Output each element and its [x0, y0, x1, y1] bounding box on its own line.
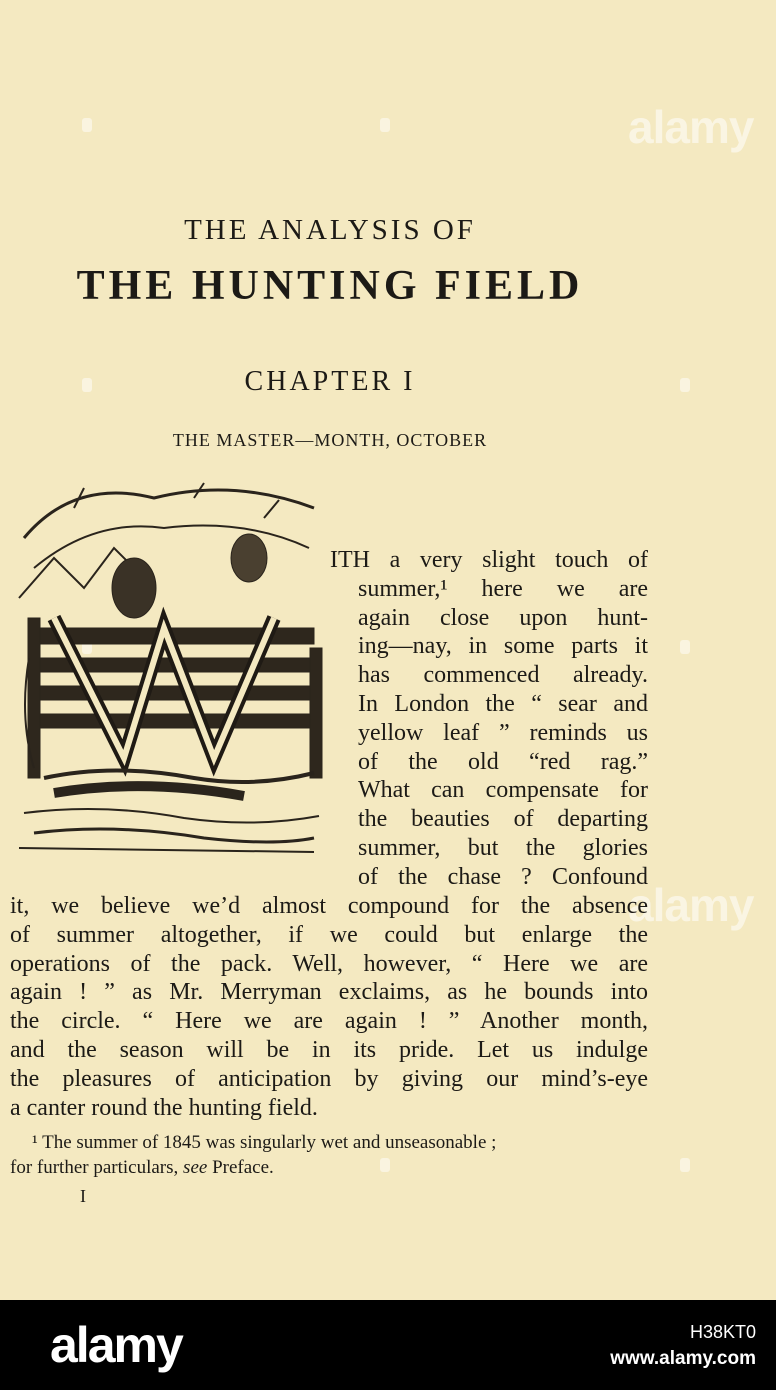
watermark-dot [680, 640, 690, 654]
body-line: has commenced already. [358, 662, 648, 689]
body-line: and the season will be in its pride. Let us indulge [10, 1037, 648, 1063]
watermark-dot [680, 1158, 690, 1172]
image-id: H38KT0 [689, 1322, 756, 1342]
body-line: ing—nay, in some parts it [358, 633, 648, 660]
body-line: ITH a very slight touch of [330, 547, 648, 573]
watermark-dot [380, 118, 390, 132]
body-line: operations of the pack. Well, however, “ Here we are [10, 950, 648, 977]
body-line: of the old “red rag.” [358, 748, 648, 775]
body-line: summer, but the glories [358, 835, 648, 861]
watermark-logo: alamy [628, 101, 754, 153]
body-line: In London the “ sear and [358, 691, 648, 717]
body-line: again ! ” as Mr. Merryman exclaims, as he bounds into [10, 979, 648, 1006]
body-line: a canter round the hunting field. [10, 1094, 318, 1121]
watermark-dot [82, 118, 92, 132]
footnote-emphasis: see [183, 1157, 208, 1178]
book-title: THE HUNTING FIELD [76, 263, 584, 309]
body-line: it, we believe we’d almost compound for the absence [10, 893, 648, 919]
footnote-line-1: ¹ The summer of 1845 was singularly wet and unseasonable ; [32, 1132, 497, 1153]
body-line: of the chase ? Confound [358, 863, 648, 890]
watermark-logo: alamy [628, 879, 754, 931]
watermark-dot [380, 1158, 390, 1172]
footnote-text: Preface. [207, 1157, 274, 1178]
chapter-heading: CHAPTER I [244, 366, 416, 397]
body-line: the pleasures of anticipation by giving our mind’s-eye [10, 1065, 648, 1092]
chapter-subtitle: THE MASTER—MONTH, OCTOBER [172, 430, 488, 450]
page-number: I [80, 1186, 86, 1206]
book-supertitle: THE ANALYSIS OF [184, 214, 476, 246]
body-line: yellow leaf ” reminds us [358, 719, 648, 746]
watermark-dot [680, 378, 690, 392]
footnote-line-2 [10, 1157, 274, 1179]
body-line: What can compensate for [358, 777, 648, 804]
body-line: the beauties of departing [358, 806, 648, 833]
footnote-text: for further particulars, [10, 1157, 184, 1178]
body-line: summer,¹ here we are [358, 575, 648, 602]
watermark-url: www.alamy.com [610, 1348, 756, 1369]
body-line: the circle. “ Here we are again ! ” Another month, [10, 1008, 648, 1035]
footer-logo: alamy [50, 1317, 182, 1373]
drop-cap-illustration [14, 478, 326, 862]
body-line: of summer altogether, if we could but enlarge the [10, 921, 648, 948]
body-line: again close upon hunt- [358, 604, 648, 631]
